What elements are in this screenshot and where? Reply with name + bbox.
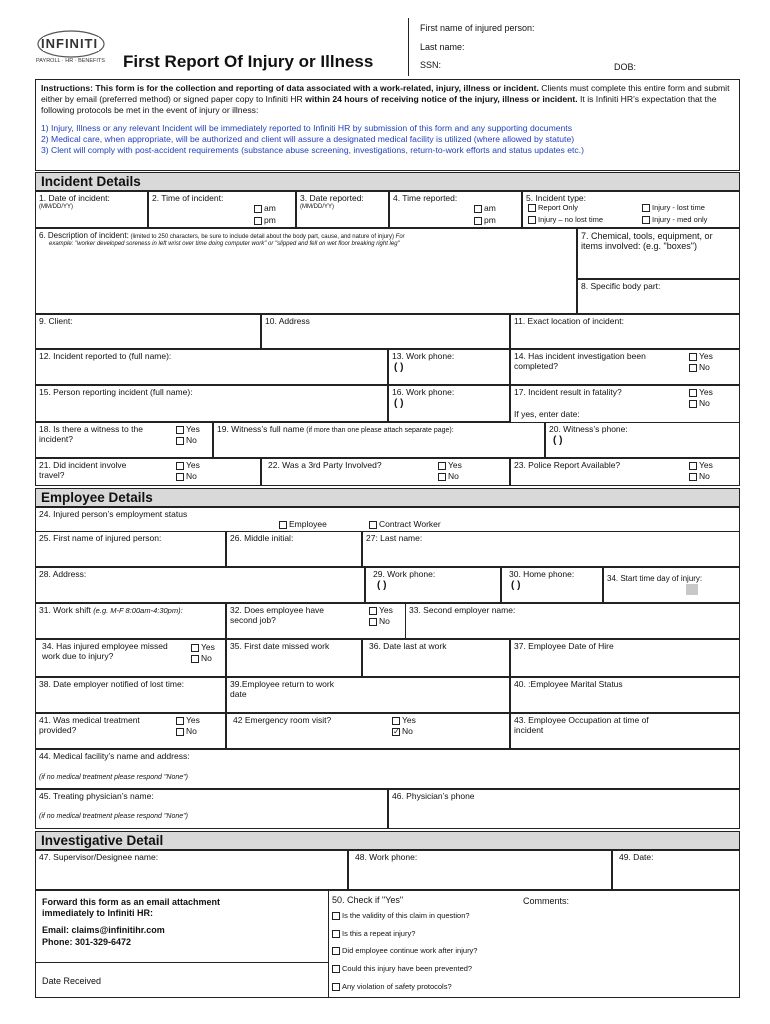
logo [35, 28, 110, 68]
witness-phone-field[interactable] [545, 422, 740, 458]
phone-parens: ( ) [511, 579, 521, 591]
yes-label: Yes [699, 460, 713, 470]
dob-label: DOB: [614, 62, 637, 72]
yes-checkbox[interactable] [176, 717, 184, 725]
am-label: am [484, 203, 496, 213]
contract-worker-checkbox[interactable] [369, 521, 377, 529]
page-title: First Report Of Injury or Illness [123, 52, 374, 71]
date-last-at-work-label: 36. Date last at work [369, 641, 447, 651]
yes-label: Yes [186, 715, 200, 725]
instructions-text3: It is Infiniti HR’s expectation that the following protocols be met in the event of injury or illness: [41, 94, 717, 116]
last-name-label: Last name: [420, 42, 465, 52]
time-reported-field[interactable] [389, 191, 522, 228]
protocol-item: 1) Injury, Illness or any relevant Incident will be immediately reported to Infiniti HR by submission of this form and any supporting documents [41, 122, 572, 133]
continue-work-label: Did employee continue work after injury? [342, 946, 478, 955]
police-report-field [510, 458, 740, 486]
chemical-tools-field[interactable] [577, 228, 740, 279]
time-of-incident-label: 2. Time of incident: [152, 193, 224, 203]
injury-med-only-label: Injury - med only [652, 215, 708, 224]
repeat-injury-label: Is this a repeat injury? [342, 929, 416, 938]
person-reporting-field[interactable] [35, 385, 388, 422]
yes-label: Yes [699, 351, 713, 361]
description-for: For [393, 234, 405, 240]
date-received-divider [35, 962, 328, 963]
medical-treatment-label: 41. Was medical treatment provided? [39, 715, 140, 735]
repeat-injury-checkbox[interactable] [332, 930, 340, 938]
second-job-field [226, 603, 406, 639]
fatality-label: 17. Incident result in fatality? [514, 387, 622, 397]
missed-work-label: 34. Has injured employee missed work due to injury? [42, 641, 168, 661]
return-to-work-field[interactable] [226, 677, 510, 713]
emergency-room-field [226, 713, 510, 749]
yes-checkbox[interactable] [369, 607, 377, 615]
ssn-label: SSN: [420, 60, 442, 70]
date-reported-field[interactable] [296, 191, 389, 228]
incident-type-field [522, 191, 740, 228]
phone-parens: ( ) [553, 434, 563, 446]
supervisor-phone-label: 48. Work phone: [355, 852, 418, 862]
missed-work-field [35, 639, 226, 677]
date-of-hire-field[interactable] [510, 639, 740, 677]
yes-label: Yes [379, 605, 393, 615]
validity-check-item [332, 911, 470, 920]
fatality-field [510, 385, 740, 422]
no-checkbox[interactable] [689, 364, 697, 372]
report-only-label: Report Only [538, 203, 579, 212]
prevented-checkbox[interactable] [332, 965, 340, 973]
start-time-label: 34. Start time day of injury: [607, 574, 703, 583]
investigation-completed-label: 14. Has incident investigation been completed? [514, 351, 646, 371]
no-checkbox[interactable] [369, 618, 377, 626]
yes-checkbox[interactable] [689, 462, 697, 470]
no-label: No [448, 471, 459, 481]
yes-checkbox[interactable] [689, 389, 697, 397]
yes-label: Yes [186, 424, 200, 434]
continue-work-checkbox[interactable] [332, 947, 340, 955]
instructions-lead: Instructions: [41, 83, 94, 93]
no-checkbox[interactable] [176, 473, 184, 481]
yes-label: Yes [201, 642, 215, 652]
physician-phone-label: 46. Physician’s phone [392, 791, 475, 801]
first-date-missed-label: 35. First date missed work [230, 641, 330, 651]
phone-parens: ( ) [377, 579, 387, 591]
header-divider [408, 18, 409, 76]
employment-status-label: 24. Injured person’s employment status [39, 509, 188, 519]
report-only-checkbox[interactable] [528, 204, 536, 212]
work-shift-field[interactable] [35, 603, 226, 639]
reported-to-label: 12. Incident reported to (full name): [39, 351, 172, 361]
date-of-incident-label: 1. Date of incident: [39, 193, 110, 203]
injury-med-only-checkbox[interactable] [642, 216, 650, 224]
safety-violation-check-item [332, 982, 452, 991]
witness-name-note: (if more than one please attach separate page): [304, 427, 454, 434]
no-label: No [699, 471, 710, 481]
third-party-field [261, 458, 510, 486]
medical-facility-field[interactable] [35, 749, 740, 789]
work-shift-label: 31. Work shift [39, 605, 91, 615]
yes-checkbox[interactable] [176, 462, 184, 470]
continue-work-check-item [332, 946, 477, 955]
yes-label: Yes [186, 460, 200, 470]
claims-phone: Phone: 301-329-6472 [42, 937, 132, 947]
occupation-label: 43. Employee Occupation at time of incident [514, 715, 649, 735]
injury-lost-time-label: Injury - lost time [652, 203, 705, 212]
contract-worker-label: Contract Worker [379, 519, 441, 529]
date-of-hire-label: 37. Employee Date of Hire [514, 641, 614, 651]
safety-violation-label: Any violation of safety protocols? [342, 982, 452, 991]
repeat-injury-check-item [332, 929, 415, 938]
reported-to-field[interactable] [35, 349, 388, 385]
chemical-tools-label: 7. Chemical, tools, equipment, or items involved: (e.g. "boxes") [581, 231, 713, 252]
no-checkbox[interactable] [689, 400, 697, 408]
medical-facility-note: (if no medical treatment please respond "None") [39, 773, 188, 781]
date-of-incident-field[interactable] [35, 191, 148, 228]
physician-phone-field[interactable] [388, 789, 740, 829]
injury-lost-time-checkbox[interactable] [642, 204, 650, 212]
travel-field [35, 458, 261, 486]
second-employer-label: 33. Second employer name: [409, 605, 516, 615]
yes-label: Yes [448, 460, 462, 470]
if-yes-label: If yes, enter date: [514, 409, 580, 419]
employer-notified-label: 38. Date employer notified of lost time: [39, 679, 185, 689]
employer-notified-field[interactable] [35, 677, 226, 713]
no-label: No [402, 726, 413, 736]
instructions-box [35, 79, 740, 171]
no-label: No [699, 362, 710, 372]
date-received-label: Date Received [42, 976, 102, 986]
home-phone-label: 30. Home phone: [509, 569, 575, 579]
witness-phone-label: 20. Witness’s phone: [549, 424, 628, 434]
second-job-label: 32. Does employee have second job? [230, 605, 325, 625]
injury-no-lost-time-checkbox[interactable] [528, 216, 536, 224]
work-phone-16-field[interactable] [388, 385, 510, 422]
validity-label: Is the validity of this claim in question? [342, 911, 470, 920]
treating-physician-field[interactable] [35, 789, 388, 829]
date-format-hint: (MM/DD/YY) [39, 203, 73, 210]
employee-details-heading: Employee Details [35, 488, 740, 507]
incident-description-field[interactable] [35, 228, 577, 314]
work-phone-29-field[interactable] [365, 567, 501, 603]
investigative-detail-heading: Investigative Detail [35, 831, 740, 850]
submission-divider [328, 890, 329, 998]
emergency-room-label: 42 Emergency room visit? [233, 715, 332, 725]
witness-name-field[interactable] [213, 422, 545, 458]
last-name-label: 27: Last name: [366, 533, 423, 543]
return-to-work-label: 39.Employee return to work date [230, 679, 334, 699]
am-checkbox[interactable] [474, 205, 482, 213]
description-example: example: "worker developed soreness in left wrist over time doing computer work" or "slipped and fell on wet floor breaking right leg" [49, 240, 400, 247]
validity-checkbox[interactable] [332, 912, 340, 920]
client-label: 9. Client: [39, 316, 73, 326]
pm-checkbox[interactable] [474, 217, 482, 225]
time-of-incident-field[interactable] [148, 191, 296, 228]
date-reported-label: 3. Date reported: [300, 193, 364, 203]
first-name-label: 25. First name of injured person: [39, 533, 162, 543]
am-checkbox[interactable] [254, 205, 262, 213]
investigation-completed-field [510, 349, 740, 385]
no-checkbox[interactable] [689, 473, 697, 481]
incident-type-label: 5. Incident type: [526, 193, 587, 203]
time-reported-label: 4. Time reported: [393, 193, 458, 203]
witness-label: 18. Is there a witness to the incident? [39, 424, 143, 444]
no-label: No [186, 726, 197, 736]
specific-body-part-field[interactable] [577, 279, 740, 314]
date-format-hint: (MM/DD/YY) [300, 203, 334, 210]
injury-no-lost-time-label: Injury – no lost time [538, 215, 604, 224]
treating-physician-label: 45. Treating physician’s name: [39, 791, 154, 801]
treating-physician-note: (if no medical treatment please respond "None") [39, 812, 188, 820]
prevented-label: Could this injury have been prevented? [342, 964, 473, 973]
home-phone-field[interactable] [501, 567, 603, 603]
medical-treatment-field [35, 713, 226, 749]
employee-address-field[interactable] [35, 567, 365, 603]
investigation-date-field[interactable] [612, 850, 740, 890]
incident-location-field[interactable] [510, 314, 740, 349]
safety-violation-checkbox[interactable] [332, 983, 340, 991]
description-label: 6. Description of incident: [39, 231, 129, 240]
specific-body-part-label: 8. Specific body part: [581, 281, 661, 291]
date-last-at-work-field[interactable] [362, 639, 510, 677]
work-phone-label: 16. Work phone: [392, 387, 455, 397]
marital-status-field[interactable] [510, 677, 740, 713]
employee-address-label: 28. Address: [39, 569, 87, 579]
pm-checkbox[interactable] [254, 217, 262, 225]
instructions-text1: This form is for the collection and reporting of data associated with a work-related, injury, illness or incident. [93, 83, 539, 93]
first-name-field[interactable] [35, 531, 226, 567]
employee-checkbox[interactable] [279, 521, 287, 529]
first-date-missed-field[interactable] [226, 639, 362, 677]
comments-label: Comments: [523, 896, 570, 906]
phone-parens: ( ) [394, 397, 404, 409]
work-phone-13-field[interactable] [388, 349, 510, 385]
start-time-shaded-box [686, 584, 698, 595]
address-field[interactable] [261, 314, 510, 349]
yes-label: Yes [699, 387, 713, 397]
yes-checkbox[interactable] [689, 353, 697, 361]
last-name-field[interactable] [362, 531, 740, 567]
supervisor-field[interactable] [35, 850, 348, 890]
second-employer-field[interactable] [406, 603, 740, 639]
occupation-field[interactable] [510, 713, 740, 749]
travel-label: 21. Did incident involve travel? [39, 460, 127, 480]
no-label: No [201, 653, 212, 663]
no-checkbox[interactable] [176, 728, 184, 736]
work-shift-note: (e.g. M-F 8:00am-4:30pm): [93, 606, 183, 615]
middle-initial-field[interactable] [226, 531, 362, 567]
first-name-label: First name of injured person: [420, 23, 535, 33]
incident-location-label: 11. Exact location of incident: [514, 316, 624, 326]
logo-tagline: PAYROLL · HR · BENEFITS [36, 58, 105, 64]
protocol-item: 3) Clent will comply with post-accident requirements (substance abuse screening, investigations, return-to-work efforts and status updates etc.) [41, 144, 584, 155]
no-label: No [379, 616, 390, 626]
instructions-deadline: within 24 hours of receiving notice of the injury, illness or incident. [305, 94, 578, 105]
yes-label: Yes [402, 715, 416, 725]
supervisor-label: 47. Supervisor/Designee name: [39, 852, 159, 862]
am-label: am [264, 203, 276, 213]
yes-checkbox[interactable] [392, 717, 400, 725]
supervisor-phone-field[interactable] [348, 850, 612, 890]
phone-parens: ( ) [394, 361, 404, 373]
work-phone-label: 29. Work phone: [373, 569, 436, 579]
protocol-list [41, 123, 734, 157]
client-field[interactable] [35, 314, 261, 349]
check-if-yes-label: 50. Check if "Yes" [332, 895, 404, 905]
marital-status-label: 40. :Employee Marital Status [514, 679, 623, 689]
logo-text: INFINITI [41, 36, 99, 51]
third-party-label: 22. Was a 3rd Party Involved? [268, 460, 382, 470]
yes-checkbox[interactable] [176, 426, 184, 434]
witness-field [35, 422, 213, 458]
yes-checkbox[interactable] [438, 462, 446, 470]
medical-facility-label: 44. Medical facility’s name and address: [39, 751, 190, 761]
no-checkbox[interactable] [176, 437, 184, 445]
police-report-label: 23. Police Report Available? [514, 460, 621, 470]
start-time-field[interactable] [603, 567, 740, 603]
protocol-item: 2) Medical care, when appropriate, will be authorized and client will assure a designated medical facility is utilized (where allowed by statute) [41, 133, 575, 144]
investigation-date-label: 49. Date: [619, 852, 654, 862]
person-reporting-label: 15. Person reporting incident (full name): [39, 387, 193, 397]
pm-label: pm [264, 215, 276, 225]
no-checkbox[interactable] [191, 655, 199, 663]
no-label: No [699, 398, 710, 408]
pm-label: pm [484, 215, 496, 225]
witness-name-label: 19. Witness’s full name [217, 424, 305, 434]
middle-initial-label: 26. Middle initial: [230, 533, 294, 543]
address-label: 10. Address [265, 316, 310, 326]
no-label: No [186, 471, 197, 481]
forward-instructions: Forward this form as an email attachment immediately to Infiniti HR: [42, 897, 221, 918]
instructions-text2: Clients must complete this entire form and submit either by email (preferred method) or signed paper copy to Infiniti HR [41, 83, 730, 105]
no-label: No [186, 435, 197, 445]
yes-checkbox[interactable] [191, 644, 199, 652]
claims-email[interactable]: Email: claims@infinitihr.com [42, 925, 165, 935]
no-checkbox-checked[interactable]: ✓ [393, 726, 400, 736]
employment-status-field [35, 507, 740, 531]
employee-label: Employee [289, 519, 327, 529]
work-phone-label: 13. Work phone: [392, 351, 455, 361]
description-note: (limited to 250 characters, be sure to include detail about the body part, cause, and nature of injury) [128, 234, 394, 240]
no-checkbox[interactable] [438, 473, 446, 481]
incident-details-heading: Incident Details [35, 172, 740, 191]
prevented-check-item [332, 964, 472, 973]
